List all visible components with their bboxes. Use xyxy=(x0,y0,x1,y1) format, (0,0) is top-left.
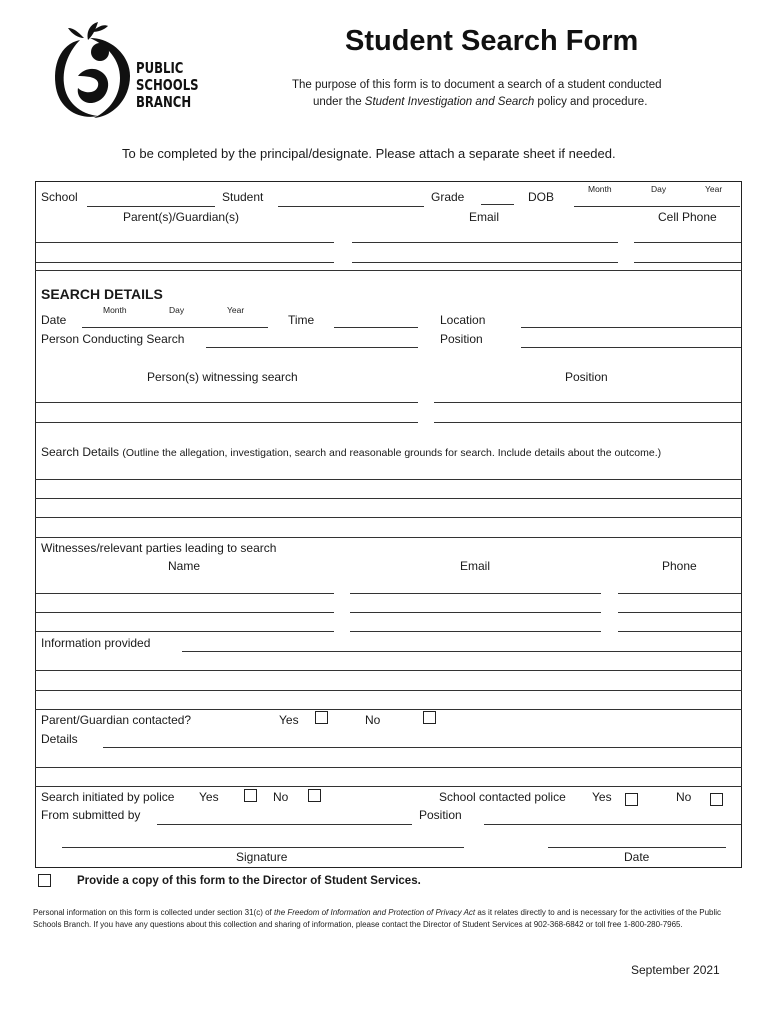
location-field[interactable] xyxy=(521,327,741,328)
search-details-heading: SEARCH DETAILS xyxy=(41,286,163,302)
school-yes-checkbox[interactable] xyxy=(625,793,638,806)
person-conducting-label: Person Conducting Search xyxy=(41,332,185,346)
date-footer: September 2021 xyxy=(631,963,720,977)
dob-year-label: Year xyxy=(705,184,723,194)
details-line-4[interactable] xyxy=(35,537,742,538)
witness-name-label: Name xyxy=(168,559,201,573)
details-line-1[interactable] xyxy=(35,479,742,480)
dob-day-label: Day xyxy=(651,184,667,194)
date-field[interactable] xyxy=(82,327,268,328)
copy-note: Provide a copy of this form to the Director of Student Services. xyxy=(77,875,421,887)
w-phone-field-2[interactable] xyxy=(618,612,741,613)
info-field-1[interactable] xyxy=(182,651,741,652)
police-position-label: Position xyxy=(419,808,462,822)
signature-label: Signature xyxy=(236,850,288,864)
student-field[interactable] xyxy=(278,206,424,207)
time-label: Time xyxy=(288,313,315,327)
date-sign-field[interactable] xyxy=(548,847,726,848)
witness-position-label: Position xyxy=(565,370,608,384)
cell-phone-label: Cell Phone xyxy=(658,210,717,224)
witnessing-label: Person(s) witnessing search xyxy=(147,370,298,384)
parent-field-1[interactable] xyxy=(36,242,334,243)
date-year-label: Year xyxy=(227,305,245,315)
email-label: Email xyxy=(469,210,500,224)
witness-field-1[interactable] xyxy=(36,402,418,403)
witnesses-heading: Witnesses/relevant parties leading to search xyxy=(41,541,277,555)
school-no-checkbox[interactable] xyxy=(710,793,723,806)
divider xyxy=(35,270,742,271)
parent-contacted-label: Parent/Guardian contacted? xyxy=(41,713,192,727)
info-provided-label: Information provided xyxy=(41,636,151,650)
person-conducting-field[interactable] xyxy=(206,347,418,348)
position-field[interactable] xyxy=(521,347,741,348)
submitted-by-field[interactable] xyxy=(157,824,412,825)
witness-field-2[interactable] xyxy=(36,422,418,423)
date-day-label: Day xyxy=(169,305,185,315)
page-title: Student Search Form xyxy=(345,25,639,57)
details-line-3[interactable] xyxy=(35,517,742,518)
school-contacted-label: School contacted police xyxy=(439,790,566,804)
instructions: To be completed by the principal/designate. Please attach a separate sheet if needed. xyxy=(122,146,616,161)
police-yes-checkbox[interactable] xyxy=(244,789,257,802)
parents-label: Parent(s)/Guardian(s) xyxy=(123,210,240,224)
date-label: Date xyxy=(41,313,67,327)
time-field[interactable] xyxy=(334,327,418,328)
parent-details-field[interactable] xyxy=(103,747,741,748)
parent-yes-label: Yes xyxy=(279,713,299,727)
purpose-line1: The purpose of this form is to document a search of a student conducted xyxy=(292,79,662,91)
parent-no-checkbox[interactable] xyxy=(423,711,436,724)
police-yes-label: Yes xyxy=(199,790,219,804)
police-position-field[interactable] xyxy=(484,824,741,825)
parent-yes-checkbox[interactable] xyxy=(315,711,328,724)
privacy-footnote: Personal information on this form is collected under section 31(c) of the Freedom of Information and Protection of Privacy Act as it relates directly to and is necessary for the activities of the Public Schools Branch. If you have any questions about this collection and sharing of information, please contact the Director of Student Services at 902-368-6842 or toll free 1-800-280-7965. xyxy=(33,908,722,929)
logo-text-line3: BRANCH xyxy=(136,93,192,111)
w-email-field-3[interactable] xyxy=(350,631,601,632)
date-sign-label: Date xyxy=(624,850,650,864)
parent-details-label: Details xyxy=(41,732,78,746)
w-phone-field-3[interactable] xyxy=(618,631,741,632)
parent-field-2[interactable] xyxy=(36,262,334,263)
school-field[interactable] xyxy=(87,206,215,207)
date-month-label: Month xyxy=(103,305,127,315)
parent-details-line-3[interactable] xyxy=(35,786,742,787)
form-frame xyxy=(35,181,742,868)
witness-position-field-1[interactable] xyxy=(434,402,741,403)
w-name-field-3[interactable] xyxy=(36,631,334,632)
w-name-field-1[interactable] xyxy=(36,593,334,594)
parent-no-label: No xyxy=(365,713,381,727)
parent-details-line-2[interactable] xyxy=(35,767,742,768)
email-field-1[interactable] xyxy=(352,242,618,243)
dob-month-label: Month xyxy=(588,184,612,194)
logo xyxy=(50,18,200,122)
police-initiated-label: Search initiated by police xyxy=(41,790,175,804)
cell-field-1[interactable] xyxy=(634,242,741,243)
student-label: Student xyxy=(222,190,264,204)
witness-position-field-2[interactable] xyxy=(434,422,741,423)
witness-phone-label: Phone xyxy=(662,559,697,573)
w-email-field-1[interactable] xyxy=(350,593,601,594)
search-details-label: Search Details (Outline the allegation, investigation, search and reasonable grounds for search. Include details about the outcome.) xyxy=(41,445,662,459)
signature-field[interactable] xyxy=(62,847,464,848)
police-no-label: No xyxy=(273,790,289,804)
school-yes-label: Yes xyxy=(592,790,612,804)
location-label: Location xyxy=(440,313,486,327)
school-no-label: No xyxy=(676,790,692,804)
copy-checkbox[interactable] xyxy=(38,874,51,887)
grade-label: Grade xyxy=(431,190,465,204)
position-label: Position xyxy=(440,332,483,346)
submitted-by-label: From submitted by xyxy=(41,808,141,822)
w-phone-field-1[interactable] xyxy=(618,593,741,594)
details-line-2[interactable] xyxy=(35,498,742,499)
grade-field[interactable] xyxy=(481,204,514,205)
info-line-4[interactable] xyxy=(35,709,742,710)
logo-text-line1: PUBLIC xyxy=(136,59,184,77)
cell-field-2[interactable] xyxy=(634,262,741,263)
logo-text-line2: SCHOOLS xyxy=(136,76,199,94)
purpose-line2: under the Student Investigation and Search policy and procedure. xyxy=(313,96,648,108)
w-name-field-2[interactable] xyxy=(36,612,334,613)
witness-email-label: Email xyxy=(460,559,491,573)
school-label: School xyxy=(41,190,78,204)
w-email-field-2[interactable] xyxy=(350,612,601,613)
info-line-3[interactable] xyxy=(35,690,742,691)
police-no-checkbox[interactable] xyxy=(308,789,321,802)
info-line-2[interactable] xyxy=(35,670,742,671)
dob-field[interactable] xyxy=(574,206,740,207)
logo-emblem-icon xyxy=(50,18,134,122)
email-field-2[interactable] xyxy=(352,262,618,263)
dob-label: DOB xyxy=(528,190,555,204)
